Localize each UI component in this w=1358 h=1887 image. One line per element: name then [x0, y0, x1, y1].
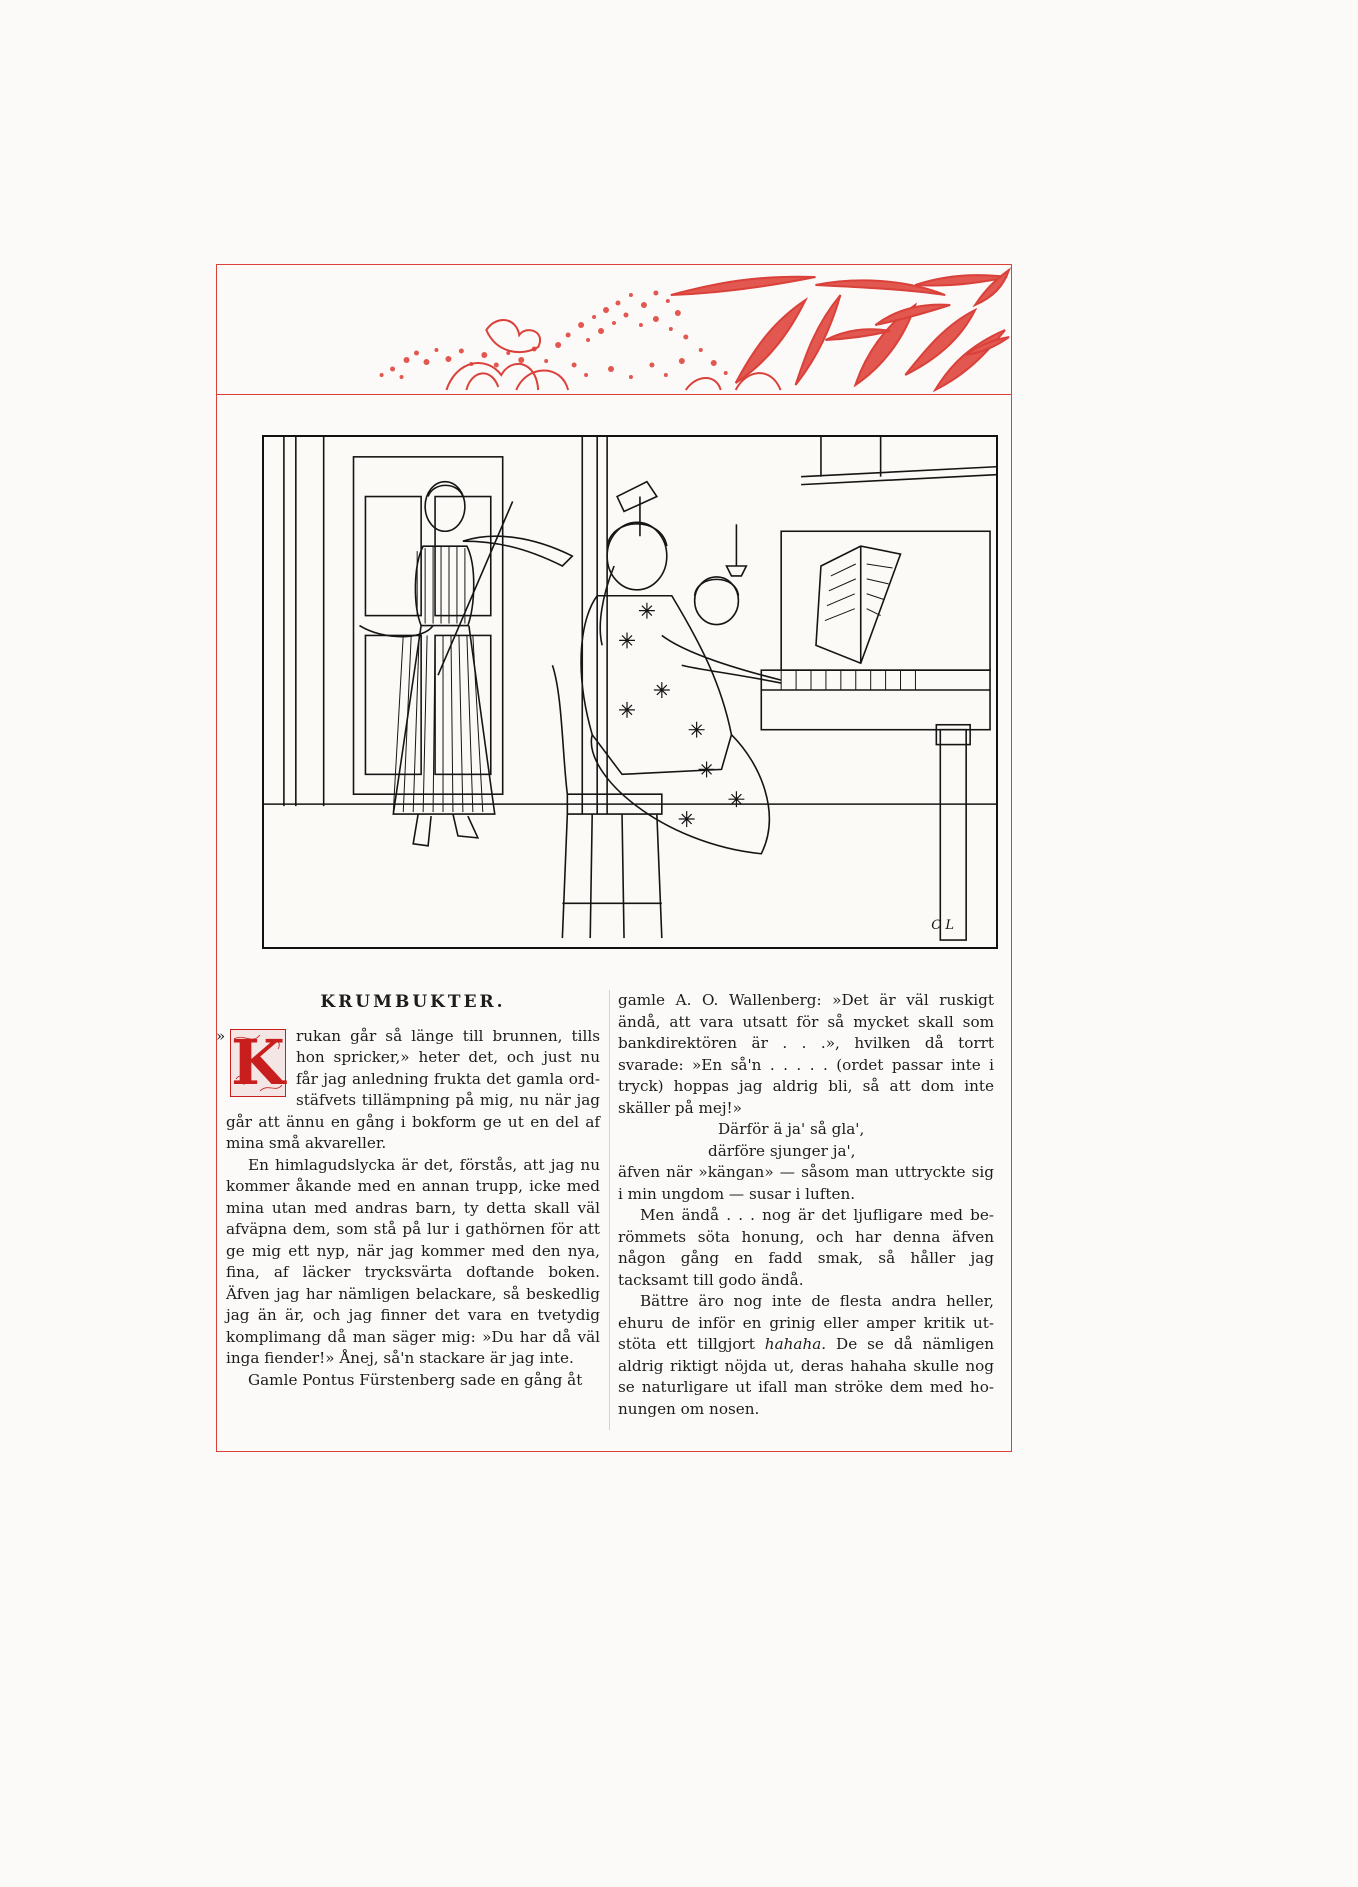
artist-signature: C L	[931, 918, 954, 933]
hahaha-emphasis: hahaha.	[764, 1335, 827, 1353]
verse-line-1: Därför ä ja' så gla',	[718, 1120, 865, 1138]
article-body	[216, 990, 1002, 1440]
paragraph-2: En himlagudslycka är det, förstås, att jag nu kommer åkande med en annan trupp, icke med mina utan med andras barn, ty detta skall väl afväpna dem, som stå på lur i gathörnen för att ge mig ett nyp, när jag kommer med den nya, fina, af läcker trycksvärta doftande boken. Äfven jag har nämligen belackare, så beskedlig jag än är, och jag finner det vara en tvetydig komplimang då man säger mig: »Du har då väl inga fiender!» Ånej, så'n stackare är jag inte.	[226, 1155, 600, 1367]
paragraph-7-start: Bättre äro nog inte de flesta andra heller, ehuru de inför en grinig eller amper kritik utstöta ett tillgjort	[618, 1292, 994, 1353]
floral-header-banner	[217, 265, 1011, 395]
music-room-illustration	[264, 437, 996, 947]
floral-ornament-icon	[217, 265, 1011, 394]
left-column	[216, 990, 600, 1391]
paragraph-5: äfven när »kängan» — såsom man uttryckte sig i min ungdom — susar i luften.	[618, 1163, 994, 1203]
paragraph-7	[618, 1291, 994, 1420]
verse-line-2: därföre sjunger ja',	[708, 1141, 856, 1160]
article-title: KRUMBUKTER.	[320, 992, 506, 1012]
paragraph-7-end: De se då nämligen aldrig riktigt nöjda ut, deras hahaha skulle nog se naturligare ut ifall man ströke dem med honungen om nosen.	[618, 1335, 994, 1418]
paragraph-1: rukan går så länge till brunnen, tills hon spricker,» heter det, och just nu får jag anledning frukta det gamla ordstäfvets tillämpning på mig, nu när jag går att ännu en gång i bokform ge ut en del af mina små akvareller.	[226, 1026, 600, 1152]
illustration-plate	[262, 435, 998, 949]
paragraph-3: Gamle Pontus Fürstenberg sade en gång åt	[248, 1370, 583, 1389]
paragraph-6: Men ändå . . . nog är det ljufligare med berömmets söta honung, och har denna äfven någon gång en fadd smak, så håller jag tacksamt till godo ändå.	[618, 1206, 994, 1289]
right-column	[618, 990, 994, 1420]
opening-quote: »	[216, 1026, 226, 1045]
dropcap-letter: K	[231, 1025, 285, 1099]
paragraph-4: gamle A. O. Wallenberg: »Det är väl ruskigt ändå, att vara utsatt för så mycket skall som bankdirektören är . . .», hvilken då torrt svarade: »En så'n . . . . . (ordet passar inte i tryck) hoppas jag aldrig bli, så att dom inte skäller på mej!»	[618, 991, 994, 1117]
opening-paragraph	[216, 1025, 600, 1155]
column-divider	[609, 990, 610, 1430]
dropcap-k	[230, 1025, 286, 1099]
